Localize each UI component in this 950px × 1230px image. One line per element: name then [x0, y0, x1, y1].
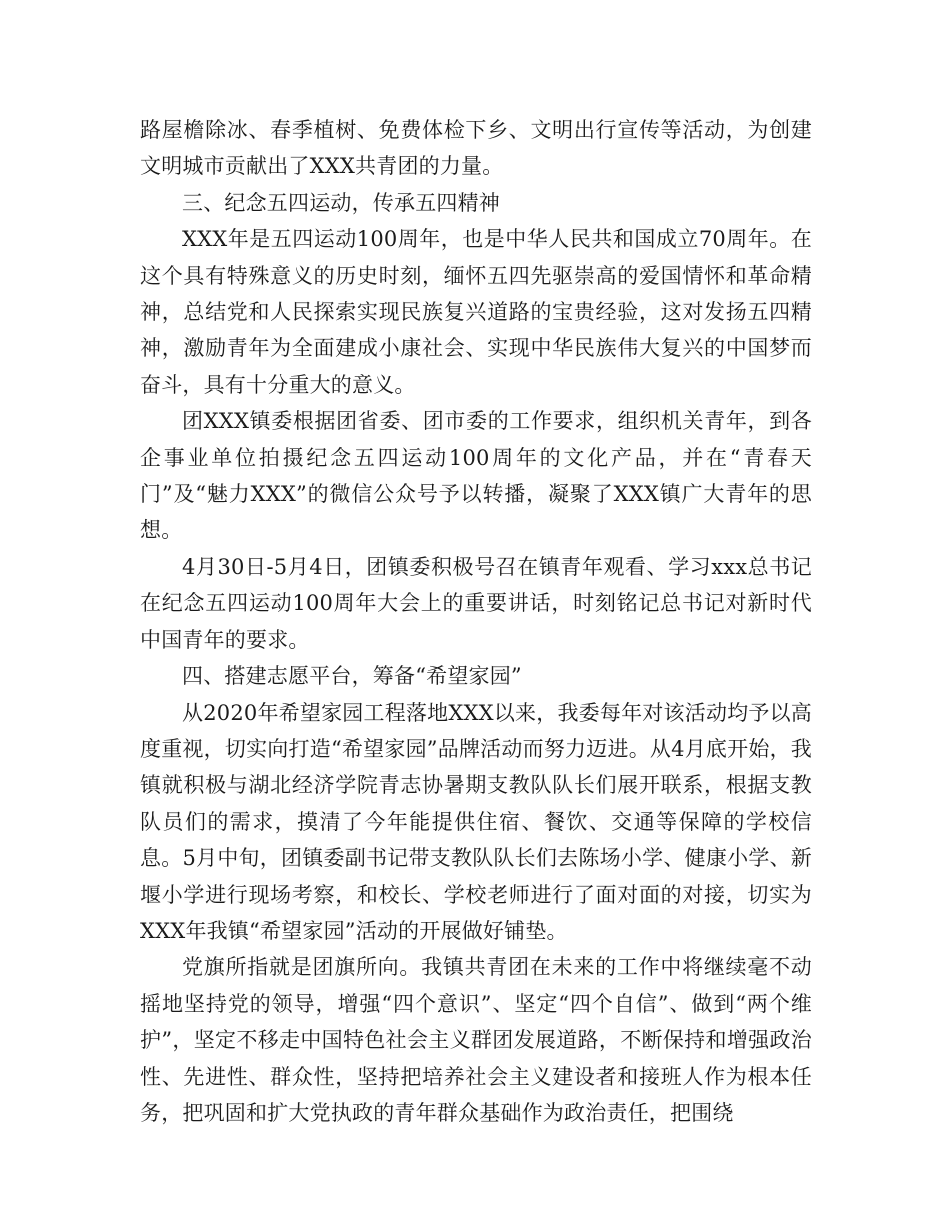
- paragraph: 团XXX镇委根据团省委、团市委的工作要求，组织机关青年，到各企事业单位拍摄纪念五四运动100周年的文化产品，并在“青春天门”及“魅力XXX”的微信公众号予以转播，凝聚了XXX镇广大青年的思想。: [140, 409, 812, 543]
- paragraph: XXX年是五四运动100周年，也是中华人民共和国成立70周年。在这个具有特殊意义的历史时刻，缅怀五四先驱崇高的爱国情怀和革命精神，总结党和人民探索实现民族复兴道路的宝贵经验，这对发扬五四精神，激励青年为全面建成小康社会、实现中华民族伟大复兴的中国梦而奋斗，具有十分重大的意义。: [140, 227, 812, 397]
- paragraph: 党旗所指就是团旗所向。我镇共青团在未来的工作中将继续毫不动摇地坚持党的领导，增强“四个意识”、坚定“四个自信”、做到“两个维护”，坚定不移走中国特色社会主义群团发展道路，不断保持和增强政治性、先进性、群众性，坚持把培养社会主义建设者和接班人作为根本任务，把巩固和扩大党执政的青年群众基础作为政治责任，把围绕: [140, 955, 812, 1125]
- section-heading-four: 四、搭建志愿平台，筹备“希望家园”: [182, 664, 522, 689]
- paragraph: 从2020年希望家园工程落地XXX以来，我委每年对该活动均予以高度重视，切实向打造“希望家园”品牌活动而努力迈进。从4月底开始，我镇就积极与湖北经济学院青志协暑期支教队队长们展开联系，根据支教队员们的需求，摸清了今年能提供住宿、餐饮、交通等保障的学校信息。5月中旬，团镇委副书记带支教队队长们去陈场小学、健康小学、新堰小学进行现场考察，和校长、学校老师进行了面对面的对接，切实为XXX年我镇“希望家园”活动的开展做好铺垫。: [140, 700, 812, 943]
- document-body: [140, 112, 812, 1131]
- section-heading-three: 三、纪念五四运动，传承五四精神: [182, 190, 500, 215]
- paragraph-continuation: 路屋檐除冰、春季植树、免费体检下乡、文明出行宣传等活动，为创建文明城市贡献出了XXX共青团的力量。: [140, 118, 812, 179]
- paragraph: 4月30日-5月4日，团镇委积极号召在镇青年观看、学习xxx总书记在纪念五四运动100周年大会上的重要讲话，时刻铭记总书记对新时代中国青年的要求。: [140, 554, 812, 652]
